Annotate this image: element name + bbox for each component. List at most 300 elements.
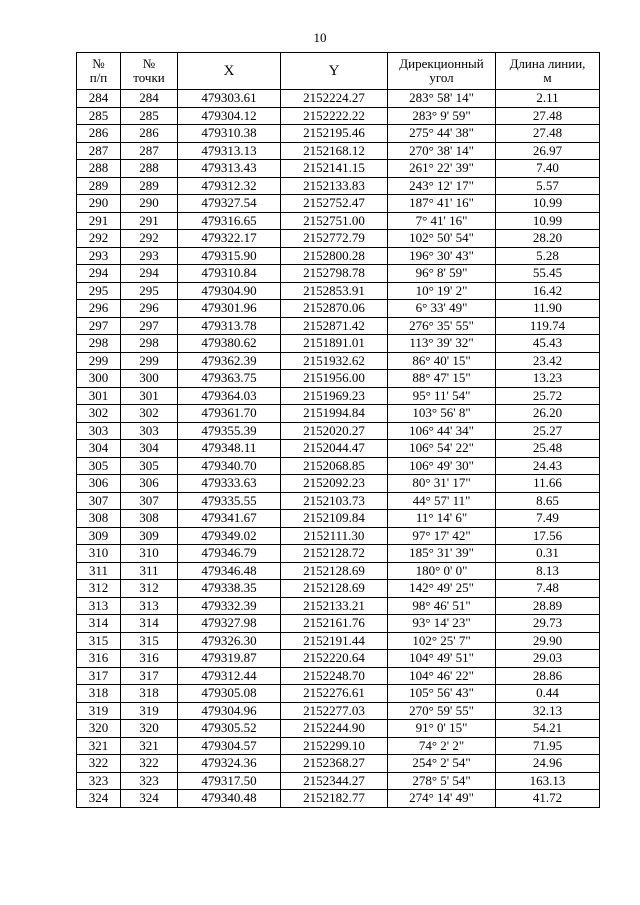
cell-x: 479327.98 <box>178 615 281 633</box>
cell-point: 297 <box>121 317 178 335</box>
cell-length: 54.21 <box>496 720 600 738</box>
header-row <box>77 53 600 90</box>
header-length <box>496 53 600 90</box>
cell-x: 479380.62 <box>178 335 281 353</box>
cell-point: 285 <box>121 107 178 125</box>
cell-angle: 196° 30' 43" <box>388 247 496 265</box>
cell-number: 288 <box>77 160 121 178</box>
cell-number: 294 <box>77 265 121 283</box>
cell-y: 2152141.15 <box>281 160 388 178</box>
cell-number: 301 <box>77 387 121 405</box>
cell-number: 284 <box>77 90 121 108</box>
cell-number: 290 <box>77 195 121 213</box>
cell-angle: 97° 17' 42" <box>388 527 496 545</box>
cell-x: 479363.75 <box>178 370 281 388</box>
cell-y: 2152222.22 <box>281 107 388 125</box>
cell-angle: 274° 14' 49" <box>388 790 496 808</box>
cell-x: 479312.44 <box>178 667 281 685</box>
table-row <box>77 772 600 790</box>
cell-number: 289 <box>77 177 121 195</box>
cell-y: 2152224.27 <box>281 90 388 108</box>
table-row <box>77 142 600 160</box>
cell-y: 2152133.83 <box>281 177 388 195</box>
cell-point: 319 <box>121 702 178 720</box>
cell-number: 295 <box>77 282 121 300</box>
table-row <box>77 247 600 265</box>
cell-x: 479305.52 <box>178 720 281 738</box>
table-row <box>77 737 600 755</box>
cell-length: 24.43 <box>496 457 600 475</box>
cell-angle: 102° 50' 54" <box>388 230 496 248</box>
table-row <box>77 492 600 510</box>
cell-length: 10.99 <box>496 195 600 213</box>
header-point-line1: № <box>142 56 156 71</box>
cell-point: 321 <box>121 737 178 755</box>
cell-number: 300 <box>77 370 121 388</box>
cell-length: 27.48 <box>496 125 600 143</box>
cell-number: 296 <box>77 300 121 318</box>
cell-number: 287 <box>77 142 121 160</box>
cell-length: 8.65 <box>496 492 600 510</box>
cell-y: 2151891.01 <box>281 335 388 353</box>
cell-number: 299 <box>77 352 121 370</box>
cell-x: 479313.78 <box>178 317 281 335</box>
cell-length: 28.89 <box>496 597 600 615</box>
table-row <box>77 107 600 125</box>
cell-number: 286 <box>77 125 121 143</box>
table-row <box>77 195 600 213</box>
cell-length: 0.44 <box>496 685 600 703</box>
table-row <box>77 527 600 545</box>
header-point-line2: точки <box>133 70 165 85</box>
cell-point: 298 <box>121 335 178 353</box>
cell-number: 297 <box>77 317 121 335</box>
cell-y: 2152044.47 <box>281 440 388 458</box>
cell-angle: 10° 19' 2" <box>388 282 496 300</box>
cell-y: 2152068.85 <box>281 457 388 475</box>
table-row <box>77 160 600 178</box>
header-point <box>121 53 178 90</box>
cell-number: 302 <box>77 405 121 423</box>
cell-y: 2152871.42 <box>281 317 388 335</box>
cell-number: 317 <box>77 667 121 685</box>
cell-number: 308 <box>77 510 121 528</box>
table-row <box>77 615 600 633</box>
cell-point: 303 <box>121 422 178 440</box>
cell-angle: 80° 31' 17" <box>388 475 496 493</box>
cell-x: 479324.36 <box>178 755 281 773</box>
header-x: X <box>178 53 281 90</box>
table-row <box>77 212 600 230</box>
cell-length: 16.42 <box>496 282 600 300</box>
cell-length: 29.73 <box>496 615 600 633</box>
cell-x: 479310.84 <box>178 265 281 283</box>
cell-point: 307 <box>121 492 178 510</box>
cell-y: 2152133.21 <box>281 597 388 615</box>
header-angle <box>388 53 496 90</box>
cell-length: 28.20 <box>496 230 600 248</box>
cell-y: 2152128.72 <box>281 545 388 563</box>
cell-length: 11.90 <box>496 300 600 318</box>
cell-length: 25.72 <box>496 387 600 405</box>
table-row <box>77 90 600 108</box>
cell-number: 318 <box>77 685 121 703</box>
table-row <box>77 510 600 528</box>
cell-length: 29.03 <box>496 650 600 668</box>
cell-x: 479346.79 <box>178 545 281 563</box>
cell-y: 2152299.10 <box>281 737 388 755</box>
table-row <box>77 387 600 405</box>
cell-y: 2152800.28 <box>281 247 388 265</box>
table-row <box>77 545 600 563</box>
cell-length: 5.57 <box>496 177 600 195</box>
cell-angle: 7° 41' 16" <box>388 212 496 230</box>
cell-length: 71.95 <box>496 737 600 755</box>
cell-y: 2152020.27 <box>281 422 388 440</box>
cell-x: 479304.12 <box>178 107 281 125</box>
cell-length: 17.56 <box>496 527 600 545</box>
table-row <box>77 667 600 685</box>
cell-angle: 95° 11' 54" <box>388 387 496 405</box>
cell-length: 13.23 <box>496 370 600 388</box>
table-row <box>77 300 600 318</box>
cell-x: 479361.70 <box>178 405 281 423</box>
cell-number: 314 <box>77 615 121 633</box>
cell-angle: 283° 58' 14" <box>388 90 496 108</box>
cell-angle: 103° 56' 8" <box>388 405 496 423</box>
cell-point: 289 <box>121 177 178 195</box>
cell-y: 2152111.30 <box>281 527 388 545</box>
cell-x: 479340.48 <box>178 790 281 808</box>
table-row <box>77 475 600 493</box>
cell-y: 2152182.77 <box>281 790 388 808</box>
cell-point: 309 <box>121 527 178 545</box>
cell-angle: 283° 9' 59" <box>388 107 496 125</box>
cell-number: 322 <box>77 755 121 773</box>
cell-point: 300 <box>121 370 178 388</box>
cell-angle: 98° 46' 51" <box>388 597 496 615</box>
cell-angle: 11° 14' 6" <box>388 510 496 528</box>
header-length-line2: м <box>543 70 552 85</box>
cell-point: 310 <box>121 545 178 563</box>
cell-number: 321 <box>77 737 121 755</box>
cell-y: 2152103.73 <box>281 492 388 510</box>
cell-angle: 270° 38' 14" <box>388 142 496 160</box>
cell-y: 2152128.69 <box>281 580 388 598</box>
cell-y: 2152092.23 <box>281 475 388 493</box>
cell-x: 479341.67 <box>178 510 281 528</box>
cell-length: 2.11 <box>496 90 600 108</box>
header-number-line2: п/п <box>89 70 108 85</box>
cell-angle: 113° 39' 32" <box>388 335 496 353</box>
cell-angle: 96° 8' 59" <box>388 265 496 283</box>
cell-angle: 44° 57' 11" <box>388 492 496 510</box>
cell-y: 2151994.84 <box>281 405 388 423</box>
cell-point: 284 <box>121 90 178 108</box>
cell-y: 2152344.27 <box>281 772 388 790</box>
cell-x: 479303.61 <box>178 90 281 108</box>
table-row <box>77 282 600 300</box>
cell-number: 305 <box>77 457 121 475</box>
cell-point: 316 <box>121 650 178 668</box>
cell-angle: 142° 49' 25" <box>388 580 496 598</box>
cell-x: 479335.55 <box>178 492 281 510</box>
cell-x: 479305.08 <box>178 685 281 703</box>
cell-length: 11.66 <box>496 475 600 493</box>
cell-point: 301 <box>121 387 178 405</box>
cell-x: 479338.35 <box>178 580 281 598</box>
cell-length: 25.48 <box>496 440 600 458</box>
cell-length: 7.40 <box>496 160 600 178</box>
cell-number: 304 <box>77 440 121 458</box>
table-row <box>77 720 600 738</box>
header-number <box>77 53 121 90</box>
cell-number: 306 <box>77 475 121 493</box>
table-row <box>77 317 600 335</box>
cell-point: 314 <box>121 615 178 633</box>
cell-point: 291 <box>121 212 178 230</box>
cell-point: 306 <box>121 475 178 493</box>
cell-y: 2152853.91 <box>281 282 388 300</box>
header-y: Y <box>281 53 388 90</box>
cell-length: 45.43 <box>496 335 600 353</box>
cell-angle: 187° 41' 16" <box>388 195 496 213</box>
cell-angle: 180° 0' 0" <box>388 562 496 580</box>
cell-point: 315 <box>121 632 178 650</box>
cell-length: 10.99 <box>496 212 600 230</box>
table-row <box>77 265 600 283</box>
cell-number: 313 <box>77 597 121 615</box>
cell-angle: 243° 12' 17" <box>388 177 496 195</box>
cell-angle: 91° 0' 15" <box>388 720 496 738</box>
cell-x: 479312.32 <box>178 177 281 195</box>
table-row <box>77 177 600 195</box>
cell-angle: 93° 14' 23" <box>388 615 496 633</box>
cell-point: 305 <box>121 457 178 475</box>
header-length-line1: Длина линии, <box>509 56 586 71</box>
cell-point: 311 <box>121 562 178 580</box>
cell-y: 2152276.61 <box>281 685 388 703</box>
cell-y: 2151932.62 <box>281 352 388 370</box>
cell-angle: 106° 44' 34" <box>388 422 496 440</box>
cell-number: 285 <box>77 107 121 125</box>
cell-y: 2152751.00 <box>281 212 388 230</box>
cell-angle: 185° 31' 39" <box>388 545 496 563</box>
cell-length: 0.31 <box>496 545 600 563</box>
cell-number: 316 <box>77 650 121 668</box>
cell-angle: 270° 59' 55" <box>388 702 496 720</box>
table-row <box>77 352 600 370</box>
table-row <box>77 790 600 808</box>
cell-length: 41.72 <box>496 790 600 808</box>
cell-x: 479346.48 <box>178 562 281 580</box>
cell-x: 479313.13 <box>178 142 281 160</box>
table-row <box>77 405 600 423</box>
cell-x: 479301.96 <box>178 300 281 318</box>
cell-x: 479317.50 <box>178 772 281 790</box>
cell-angle: 275° 44' 38" <box>388 125 496 143</box>
cell-number: 291 <box>77 212 121 230</box>
cell-x: 479349.02 <box>178 527 281 545</box>
table-row <box>77 562 600 580</box>
table-row <box>77 440 600 458</box>
cell-number: 323 <box>77 772 121 790</box>
cell-length: 32.13 <box>496 702 600 720</box>
cell-x: 479348.11 <box>178 440 281 458</box>
table-row <box>77 370 600 388</box>
table-row <box>77 702 600 720</box>
cell-number: 324 <box>77 790 121 808</box>
cell-point: 324 <box>121 790 178 808</box>
cell-number: 312 <box>77 580 121 598</box>
cell-y: 2151956.00 <box>281 370 388 388</box>
cell-x: 479364.03 <box>178 387 281 405</box>
cell-y: 2152368.27 <box>281 755 388 773</box>
cell-length: 163.13 <box>496 772 600 790</box>
cell-x: 479362.39 <box>178 352 281 370</box>
cell-point: 290 <box>121 195 178 213</box>
table-row <box>77 335 600 353</box>
cell-length: 28.86 <box>496 667 600 685</box>
cell-angle: 6° 33' 49" <box>388 300 496 318</box>
cell-y: 2152798.78 <box>281 265 388 283</box>
cell-y: 2152195.46 <box>281 125 388 143</box>
table-row <box>77 457 600 475</box>
cell-y: 2151969.23 <box>281 387 388 405</box>
cell-angle: 261° 22' 39" <box>388 160 496 178</box>
cell-number: 310 <box>77 545 121 563</box>
cell-number: 315 <box>77 632 121 650</box>
cell-number: 292 <box>77 230 121 248</box>
cell-angle: 86° 40' 15" <box>388 352 496 370</box>
cell-x: 479313.43 <box>178 160 281 178</box>
cell-angle: 88° 47' 15" <box>388 370 496 388</box>
header-angle-line2: угол <box>429 70 454 85</box>
cell-x: 479340.70 <box>178 457 281 475</box>
cell-y: 2152220.64 <box>281 650 388 668</box>
cell-y: 2152109.84 <box>281 510 388 528</box>
cell-length: 55.45 <box>496 265 600 283</box>
cell-point: 299 <box>121 352 178 370</box>
table-row <box>77 685 600 703</box>
cell-x: 479322.17 <box>178 230 281 248</box>
cell-y: 2152128.69 <box>281 562 388 580</box>
cell-x: 479333.63 <box>178 475 281 493</box>
cell-point: 295 <box>121 282 178 300</box>
cell-number: 309 <box>77 527 121 545</box>
cell-point: 317 <box>121 667 178 685</box>
table-header <box>77 53 600 90</box>
table-row <box>77 650 600 668</box>
cell-y: 2152168.12 <box>281 142 388 160</box>
cell-x: 479304.96 <box>178 702 281 720</box>
table-row <box>77 125 600 143</box>
cell-length: 26.20 <box>496 405 600 423</box>
cell-angle: 276° 35' 55" <box>388 317 496 335</box>
table-row <box>77 755 600 773</box>
cell-point: 323 <box>121 772 178 790</box>
cell-length: 7.48 <box>496 580 600 598</box>
cell-number: 307 <box>77 492 121 510</box>
cell-y: 2152870.06 <box>281 300 388 318</box>
cell-x: 479319.87 <box>178 650 281 668</box>
cell-point: 318 <box>121 685 178 703</box>
table-row <box>77 597 600 615</box>
table-row <box>77 422 600 440</box>
cell-point: 292 <box>121 230 178 248</box>
cell-point: 293 <box>121 247 178 265</box>
cell-point: 302 <box>121 405 178 423</box>
cell-y: 2152244.90 <box>281 720 388 738</box>
cell-y: 2152248.70 <box>281 667 388 685</box>
cell-point: 313 <box>121 597 178 615</box>
cell-point: 322 <box>121 755 178 773</box>
cell-length: 25.27 <box>496 422 600 440</box>
cell-angle: 74° 2' 2" <box>388 737 496 755</box>
cell-point: 308 <box>121 510 178 528</box>
cell-angle: 104° 49' 51" <box>388 650 496 668</box>
cell-point: 312 <box>121 580 178 598</box>
cell-y: 2152772.79 <box>281 230 388 248</box>
cell-x: 479316.65 <box>178 212 281 230</box>
cell-y: 2152752.47 <box>281 195 388 213</box>
cell-length: 119.74 <box>496 317 600 335</box>
cell-point: 286 <box>121 125 178 143</box>
cell-length: 5.28 <box>496 247 600 265</box>
cell-point: 320 <box>121 720 178 738</box>
header-angle-line1: Дирекционный <box>399 56 484 71</box>
cell-x: 479355.39 <box>178 422 281 440</box>
cell-number: 293 <box>77 247 121 265</box>
cell-angle: 106° 54' 22" <box>388 440 496 458</box>
cell-angle: 104° 46' 22" <box>388 667 496 685</box>
cell-angle: 278° 5' 54" <box>388 772 496 790</box>
cell-length: 29.90 <box>496 632 600 650</box>
cell-point: 287 <box>121 142 178 160</box>
cell-point: 296 <box>121 300 178 318</box>
cell-length: 26.97 <box>496 142 600 160</box>
cell-angle: 106° 49' 30" <box>388 457 496 475</box>
cell-number: 303 <box>77 422 121 440</box>
cell-x: 479310.38 <box>178 125 281 143</box>
cell-x: 479315.90 <box>178 247 281 265</box>
cell-angle: 102° 25' 7" <box>388 632 496 650</box>
cell-x: 479332.39 <box>178 597 281 615</box>
cell-point: 304 <box>121 440 178 458</box>
table-row <box>77 580 600 598</box>
cell-y: 2152191.44 <box>281 632 388 650</box>
header-number-line1: № <box>92 56 105 71</box>
cell-length: 24.96 <box>496 755 600 773</box>
table-row <box>77 230 600 248</box>
cell-number: 298 <box>77 335 121 353</box>
coordinates-table <box>76 52 600 808</box>
cell-length: 27.48 <box>496 107 600 125</box>
cell-x: 479304.57 <box>178 737 281 755</box>
cell-x: 479327.54 <box>178 195 281 213</box>
table-row <box>77 632 600 650</box>
table-body <box>77 90 600 808</box>
cell-point: 288 <box>121 160 178 178</box>
cell-angle: 254° 2' 54" <box>388 755 496 773</box>
cell-y: 2152277.03 <box>281 702 388 720</box>
cell-point: 294 <box>121 265 178 283</box>
cell-angle: 105° 56' 43" <box>388 685 496 703</box>
cell-number: 319 <box>77 702 121 720</box>
cell-length: 8.13 <box>496 562 600 580</box>
cell-x: 479326.30 <box>178 632 281 650</box>
cell-number: 311 <box>77 562 121 580</box>
